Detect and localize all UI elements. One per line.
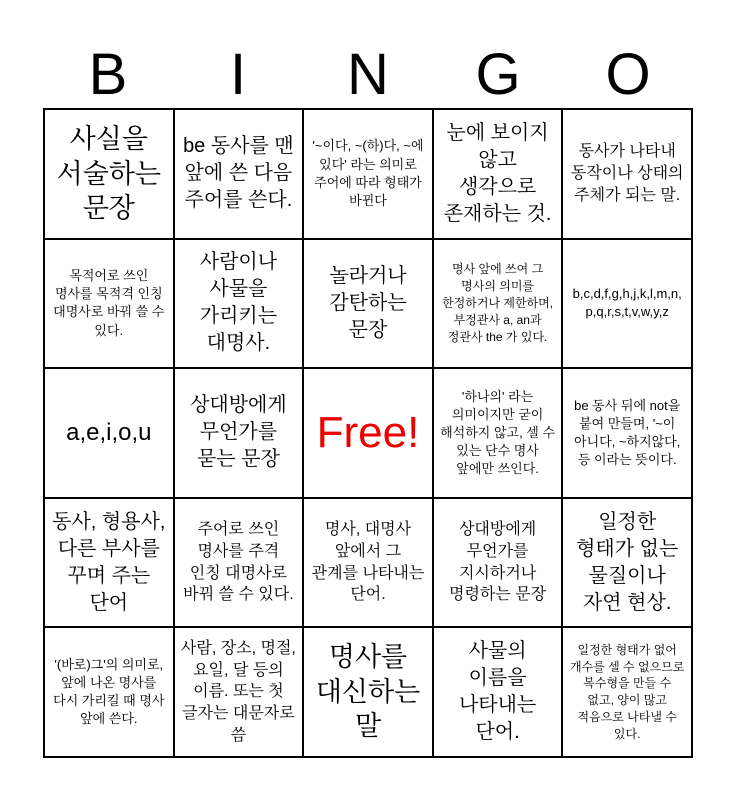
- cell-text: 사실을 서술하는 문장: [56, 123, 161, 224]
- bingo-cell[interactable]: [174, 239, 304, 369]
- title-letter-b: B: [88, 42, 128, 107]
- bingo-cell[interactable]: [303, 109, 433, 239]
- cell-text: be 동사 뒤에 not을 붙여 만들며, '~이 아니다, ~하지않다, 등 이라는 뜻이다.: [574, 397, 681, 468]
- bingo-cell[interactable]: [44, 109, 174, 239]
- cell-text: 목적어로 쓰인 명사를 목적격 인칭 대명사로 바꿔 쓸 수 있다.: [53, 268, 165, 338]
- cell-text: b,c,d,f,g,h,j,k,l,m,n,p,q,r,s,t,v,w,y,z: [572, 286, 682, 320]
- bingo-card: [43, 108, 693, 758]
- cell-text: 동사, 형용사, 다른 부사를 꾸며 주는 단어: [52, 510, 166, 614]
- cell-text: 상대방에게 무언가를 지시하거나 명령하는 문장: [449, 521, 547, 604]
- cell-text: be 동사를 맨 앞에 쓴 다음 주어를 쓴다.: [183, 135, 294, 212]
- cell-text: '하나의' 라는 의미이지만 굳이 해석하지 않고, 셀 수 있는 단수 명사 앞에만 쓰인다.: [440, 388, 556, 477]
- free-space[interactable]: [303, 368, 433, 498]
- bingo-cell[interactable]: [44, 627, 174, 757]
- bingo-cell[interactable]: [433, 368, 563, 498]
- bingo-cell[interactable]: [44, 368, 174, 498]
- bingo-cell[interactable]: [433, 627, 563, 757]
- cell-text: 주어로 쓰인 명사를 주격 인칭 대명사로 바꿔 쓸 수 있다.: [183, 521, 294, 604]
- bingo-cell[interactable]: [174, 368, 304, 498]
- cell-text: 명사 앞에 쓰여 그 명사의 의미를 한정하거나 제한하며, 부정관사 a, an과 정관사 the 가 있다.: [442, 262, 554, 344]
- bingo-cell[interactable]: [562, 109, 692, 239]
- bingo-title: [43, 42, 693, 108]
- cell-text: a,e,i,o,u: [66, 418, 152, 446]
- bingo-cell[interactable]: [562, 498, 692, 628]
- cell-text: 명사를 대신하는 말: [315, 642, 421, 742]
- title-letter-i: I: [229, 42, 247, 107]
- bingo-cell[interactable]: [562, 239, 692, 369]
- cell-text: '(바로)그'의 의미로, 앞에 나온 명사를 다시 가리킬 때 명사 앞에 쓴다.: [53, 656, 165, 727]
- bingo-cell[interactable]: [303, 239, 433, 369]
- bingo-cell[interactable]: [174, 109, 304, 239]
- cell-text: 사람, 장소, 명절, 요일, 달 등의 이름. 또는 첫 글자는 대문자로 씀: [180, 640, 296, 744]
- bingo-cell[interactable]: [303, 627, 433, 757]
- cell-text: 동사가 나타내 동작이나 상태의 주체가 되는 말.: [570, 143, 684, 204]
- bingo-cell[interactable]: [174, 498, 304, 628]
- title-letter-n: N: [347, 42, 389, 107]
- title-letter-o: O: [605, 42, 651, 107]
- bingo-cell[interactable]: [562, 368, 692, 498]
- bingo-cell[interactable]: [433, 498, 563, 628]
- bingo-cell[interactable]: [303, 498, 433, 628]
- cell-text: 상대방에게 무언가를 묻는 문장: [190, 394, 287, 471]
- cell-text: 명사, 대명사 앞에서 그 관계를 나타내는 단어.: [311, 521, 425, 604]
- cell-text: 일정한 형태가 없는 물질이나 자연 현상.: [576, 510, 679, 614]
- cell-text: 사람이나 사물을 가리키는 대명사.: [199, 251, 278, 355]
- cell-text: '~이다, ~(하)다, ~에 있다' 라는 의미로 주어에 따라 형태가 바뀐다: [312, 138, 424, 208]
- free-text: Free!: [316, 407, 420, 457]
- cell-text: 놀라거나 감탄하는 문장: [329, 264, 407, 341]
- title-letter-g: G: [475, 42, 521, 107]
- bingo-cell[interactable]: [562, 627, 692, 757]
- bingo-cell[interactable]: [174, 627, 304, 757]
- bingo-cell[interactable]: [44, 498, 174, 628]
- cell-text: 일정한 형태가 없어 개수를 셀 수 없으므로 복수형을 만들 수 없고, 양이 많고 적음으로 나타낼 수 있다.: [570, 642, 685, 741]
- bingo-cell[interactable]: [433, 239, 563, 369]
- bingo-cell[interactable]: [44, 239, 174, 369]
- bingo-cell[interactable]: [433, 109, 563, 239]
- cell-text: 사물의 이름을 나타내는 단어.: [458, 640, 537, 744]
- cell-text: 눈에 보이지 않고 생각으로 존재하는 것.: [443, 121, 552, 225]
